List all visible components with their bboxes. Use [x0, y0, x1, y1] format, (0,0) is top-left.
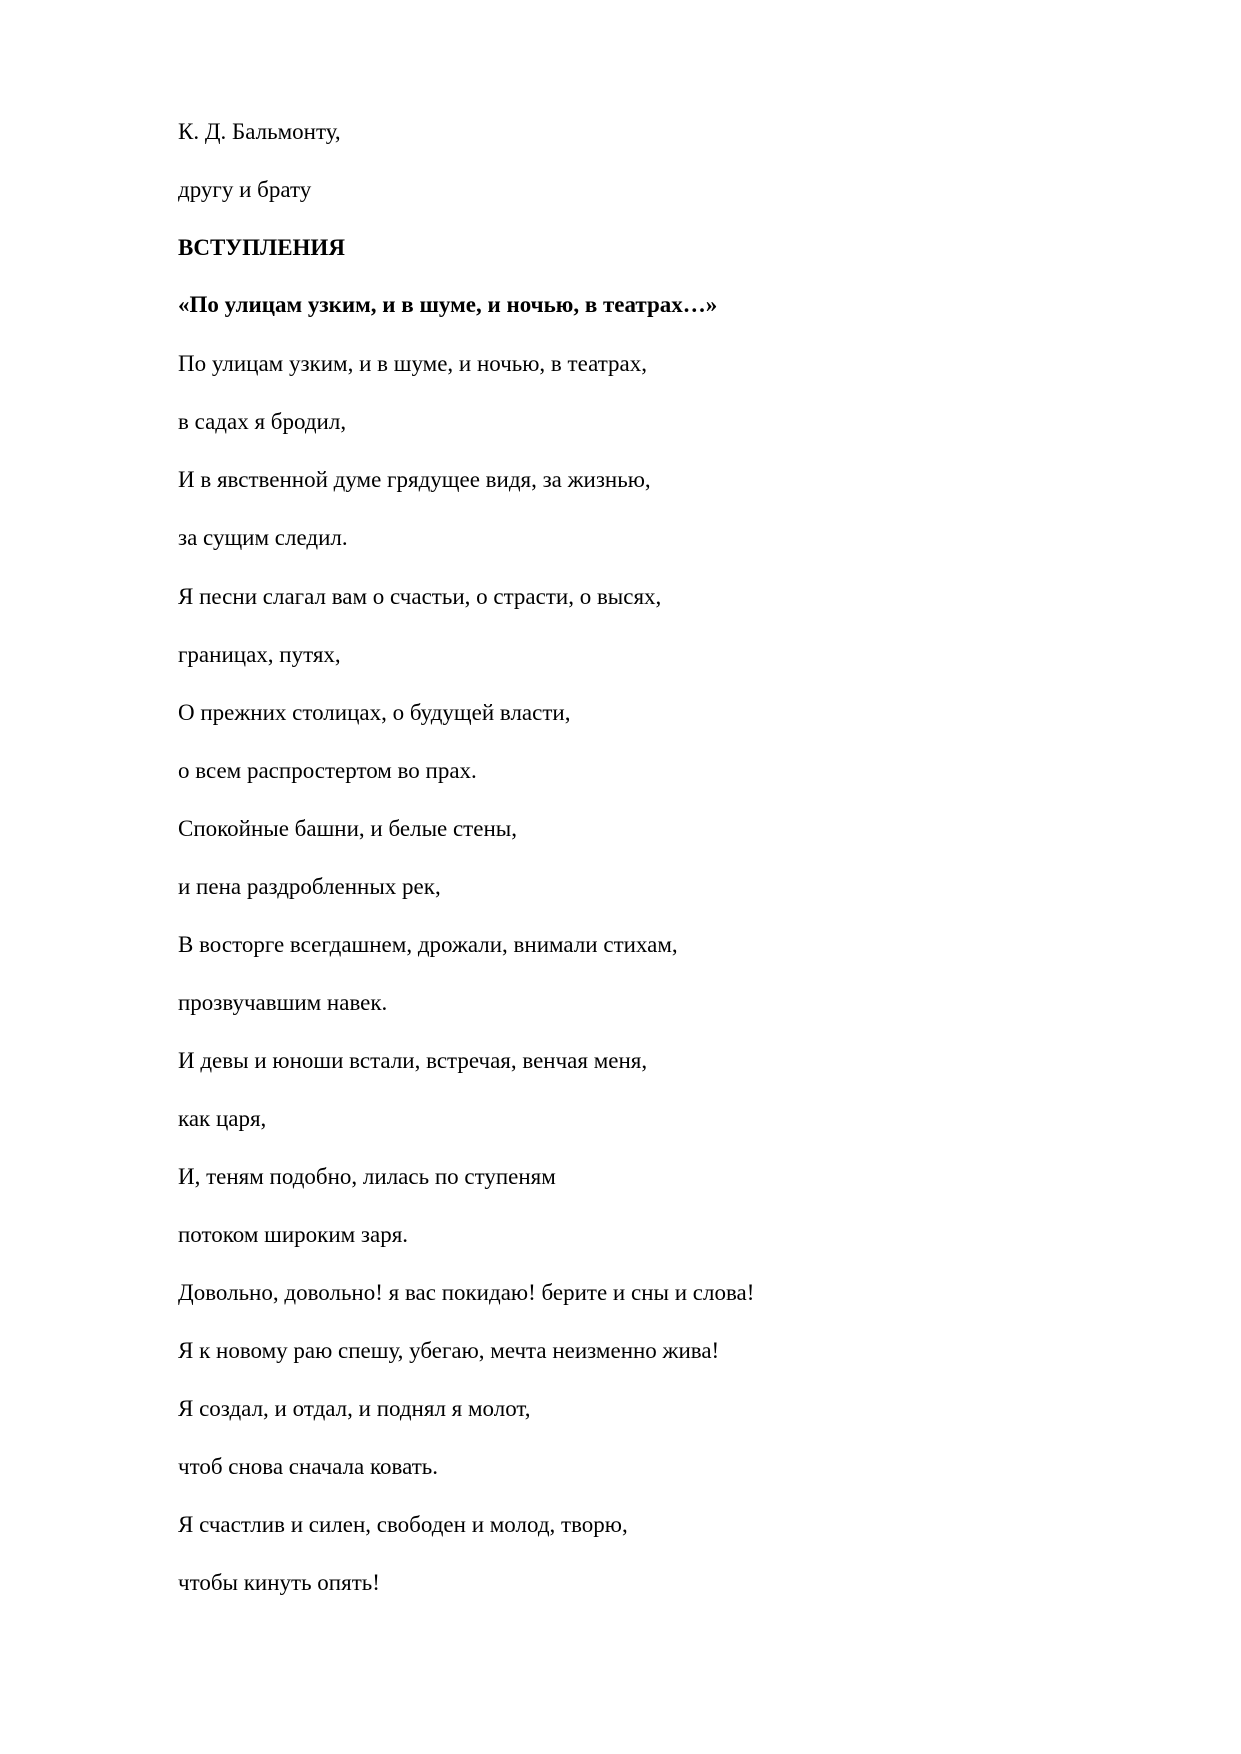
poem-line: Довольно, довольно! я вас покидаю! берите и сны и слова!: [178, 1280, 755, 1305]
dedication-line-2: другу и брату: [178, 177, 312, 202]
dedication-line-1: К. Д. Бальмонту,: [178, 119, 341, 144]
poem-line: Я счастлив и силен, свободен и молод, творю,: [178, 1512, 628, 1537]
poem-line: Спокойные башни, и белые стены,: [178, 816, 517, 841]
poem-line: О прежних столицах, о будущей власти,: [178, 700, 571, 725]
poem-line: границах, путях,: [178, 642, 341, 667]
poem-line: И девы и юноши встали, встречая, венчая меня,: [178, 1048, 648, 1073]
poem-line: прозвучавшим навек.: [178, 990, 388, 1015]
poem-title: «По улицам узким, и в шуме, и ночью, в театрах…»: [178, 292, 718, 317]
poem-line: чтоб снова сначала ковать.: [178, 1454, 438, 1479]
poem-line: И, теням подобно, лилась по ступеням: [178, 1164, 556, 1189]
poem-line: потоком широким заря.: [178, 1222, 409, 1247]
poem-line: в садах я бродил,: [178, 409, 347, 434]
section-title: ВСТУПЛЕНИЯ: [178, 235, 345, 260]
poem-line: за сущим следил.: [178, 525, 348, 550]
poem-line: и пена раздробленных рек,: [178, 874, 441, 899]
poem-line: Я к новому раю спешу, убегаю, мечта неизменно жива!: [178, 1338, 720, 1363]
poem-line: о всем распростертом во прах.: [178, 758, 477, 783]
poem-line: как царя,: [178, 1106, 267, 1131]
poem-line: Я песни слагал вам о счастьи, о страсти, о высях,: [178, 584, 662, 609]
poem-line: И в явственной думе грядущее видя, за жизнью,: [178, 467, 651, 492]
poem-line: В восторге всегдашнем, дрожали, внимали стихам,: [178, 932, 678, 957]
poem-line: Я создал, и отдал, и поднял я молот,: [178, 1396, 531, 1421]
poem-line: По улицам узким, и в шуме, и ночью, в театрах,: [178, 351, 647, 376]
poem-line: чтобы кинуть опять!: [178, 1570, 380, 1595]
